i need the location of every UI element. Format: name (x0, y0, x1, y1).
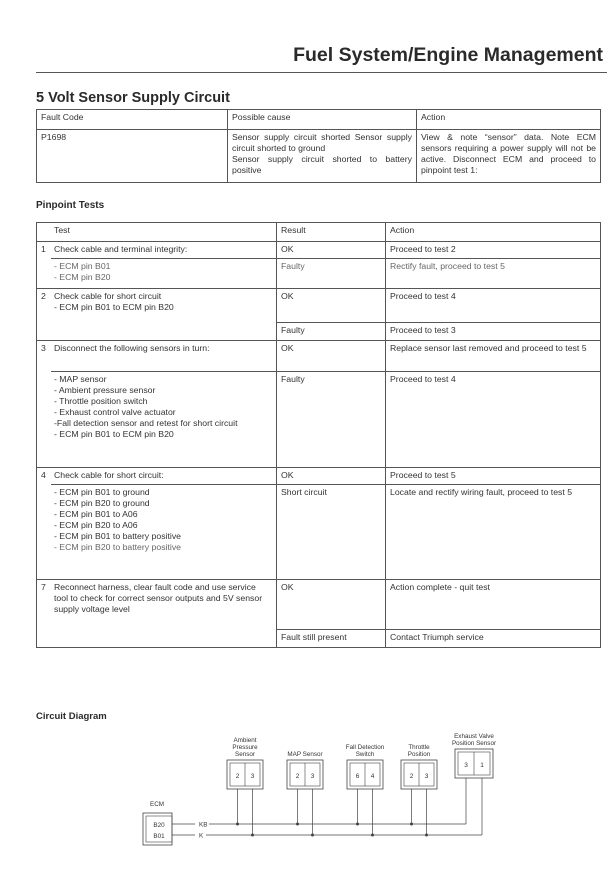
pinpoint-table (36, 222, 601, 648)
sensor-label: Exhaust Valve (454, 733, 494, 740)
pin-label: 2 (235, 773, 240, 780)
test-header: Test (51, 223, 277, 242)
sensor-label: Position Sensor (451, 740, 497, 747)
possible-cause-cell (228, 130, 417, 183)
test-item: - ECM pin B20 to A06 (54, 520, 138, 530)
wire-label: K (199, 832, 204, 840)
sensor-label: Position (407, 751, 431, 758)
ecm-label: ECM (150, 801, 164, 808)
pin-label: 2 (295, 773, 300, 780)
test-num-header (37, 223, 52, 242)
test-result: Faulty (277, 372, 386, 468)
fault-code-header: Fault Code (37, 110, 228, 130)
test-number: 4 (37, 468, 52, 580)
test-action: Rectify fault, proceed to test 5 (386, 259, 601, 289)
sensor-label: MAP Sensor (287, 751, 323, 758)
pin-label: 6 (355, 773, 360, 780)
cause-line: Sensor supply circuit shorted to battery positive (232, 154, 412, 175)
test-label: Reconnect harness, clear fault code and use service tool to check for correct sensor outputs and 5V sensor supply voltage level (51, 580, 277, 648)
pin-label: 3 (464, 762, 468, 769)
action-cell: View & note “sensor” data. Note ECM sensors requiring a power supply will not be active. Disconnect ECM and proceed to pinpoint test 1: (417, 130, 601, 183)
test-result: Faulty (277, 259, 386, 289)
action-header: Action (417, 110, 601, 130)
pin-label: 3 (250, 773, 255, 780)
pin-label: 4 (370, 773, 375, 780)
test-action: Action complete - quit test (386, 580, 601, 630)
wire-kb (172, 822, 466, 829)
test-number: 2 (37, 289, 52, 341)
header-rule (36, 72, 607, 73)
sensor-label: Throttle (408, 744, 430, 751)
sensor-fall-detection (346, 744, 385, 835)
test-item: - Ambient pressure sensor (54, 385, 156, 395)
test-action: Replace sensor last removed and proceed to test 5 (386, 341, 601, 372)
pin-label: 3 (424, 773, 429, 780)
fault-table (36, 109, 601, 183)
sensor-label: Pressure (232, 744, 258, 751)
circuit-diagram-title: Circuit Diagram (36, 711, 107, 722)
sensor-exhaust-valve (452, 733, 496, 835)
ecm-pin-label: B01 (153, 833, 165, 840)
sensor-map (287, 751, 323, 835)
sensor-label: Sensor (235, 751, 255, 758)
test-action: Contact Triumph service (386, 630, 601, 648)
test-label: Disconnect the following sensors in turn: (51, 341, 277, 372)
test-action: Proceed to test 2 (386, 242, 601, 259)
wire-label: KB (199, 821, 208, 829)
test-item: - ECM pin B01 (54, 261, 111, 271)
test-label-text: Check cable for short circuit (54, 291, 162, 301)
test-item: - MAP sensor (54, 374, 107, 384)
test-result: Faulty (277, 323, 386, 341)
test-action: Proceed to test 3 (386, 323, 601, 341)
test-item: - Exhaust control valve actuator (54, 407, 176, 417)
test-result: OK (277, 468, 386, 485)
test-action: Proceed to test 5 (386, 468, 601, 485)
test-result: OK (277, 580, 386, 630)
test-item: - ECM pin B20 to battery positive (54, 542, 181, 552)
test-items (51, 485, 277, 580)
test-result: OK (277, 242, 386, 259)
test-label: Check cable for short circuit: (51, 468, 277, 485)
test-action: Proceed to test 4 (386, 372, 601, 468)
test-item: - Throttle position switch (54, 396, 148, 406)
test-item: -Fall detection sensor and retest for short circuit (54, 418, 238, 428)
ecm-pin-label: B20 (153, 822, 165, 829)
pinpoint-title: Pinpoint Tests (36, 200, 105, 211)
sensor-throttle-position (401, 744, 437, 835)
test-number: 1 (37, 242, 52, 289)
possible-cause-header: Possible cause (228, 110, 417, 130)
test-number: 7 (37, 580, 52, 648)
test-number: 3 (37, 341, 52, 468)
sensor-label: Switch (355, 751, 375, 758)
pin-label: 2 (409, 773, 414, 780)
test-item: - ECM pin B01 to ECM pin B20 (54, 302, 174, 312)
circuit-diagram (0, 725, 615, 875)
test-item: - ECM pin B20 to ground (54, 498, 150, 508)
test-result: OK (277, 341, 386, 372)
test-item: - ECM pin B01 to battery positive (54, 531, 181, 541)
ecm-block (143, 801, 172, 845)
header-title: Fuel System/Engine Management (293, 44, 603, 66)
sensor-label: Ambient (233, 737, 257, 744)
test-action: Locate and rectify wiring fault, proceed to test 5 (386, 485, 601, 580)
section-title: 5 Volt Sensor Supply Circuit (36, 90, 230, 106)
test-item: - ECM pin B20 (54, 272, 111, 282)
sensor-ambient-pressure (227, 737, 263, 835)
test-item: - ECM pin B01 to ECM pin B20 (54, 429, 174, 439)
test-result: Short circuit (277, 485, 386, 580)
test-item: - ECM pin B01 to ground (54, 487, 150, 497)
pin-label: 1 (480, 762, 484, 769)
test-action: Proceed to test 4 (386, 289, 601, 323)
test-items (51, 372, 277, 468)
fault-code-cell: P1698 (37, 130, 228, 183)
test-items (51, 259, 277, 289)
test-label (51, 289, 277, 341)
test-result: Fault still present (277, 630, 386, 648)
test-item: - ECM pin B01 to A06 (54, 509, 138, 519)
cause-line: Sensor supply circuit shorted Sensor supply circuit shorted to ground (232, 132, 412, 153)
test-result: OK (277, 289, 386, 323)
wire-k (172, 833, 482, 840)
action-header: Action (386, 223, 601, 242)
sensor-label: Fall Detection (345, 744, 385, 751)
pin-label: 3 (310, 773, 315, 780)
result-header: Result (277, 223, 386, 242)
test-label: Check cable and terminal integrity: (51, 242, 277, 259)
